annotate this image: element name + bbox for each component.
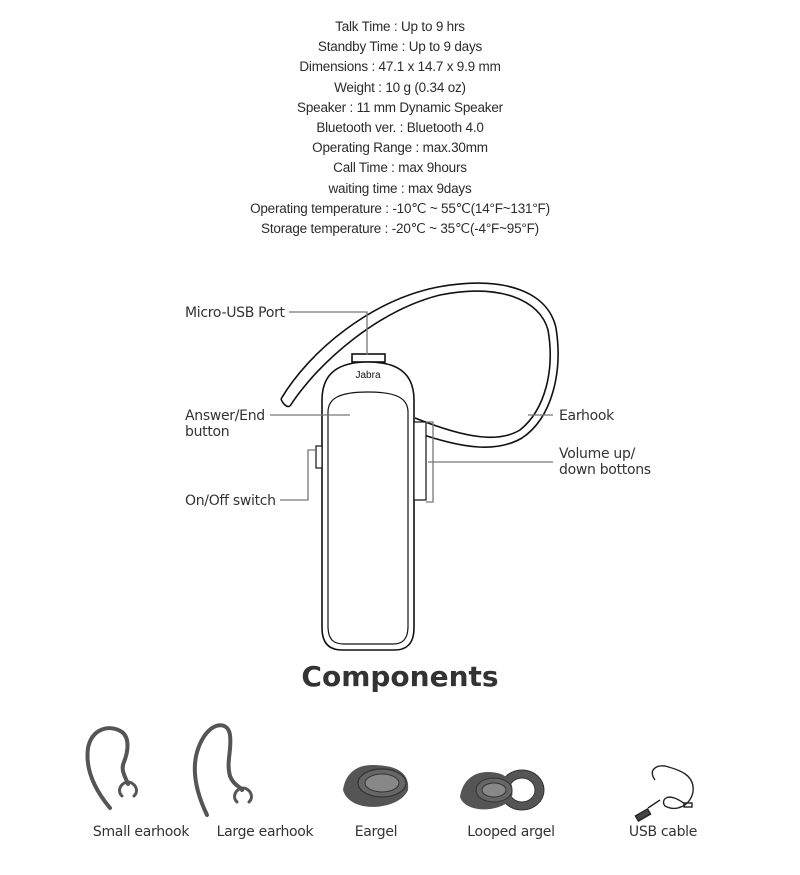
spec-standby-time: Standby Time : Up to 9 days (317, 39, 483, 55)
spec-dimensions: Dimensions : 47.1 x 14.7 x 9.9 mm (299, 59, 501, 75)
component-usb-cable: USB cable (628, 824, 698, 840)
component-large-earhook: Large earhook (216, 824, 314, 840)
headset-body (316, 354, 426, 650)
spec-talk-time: Talk Time : Up to 9 hrs (335, 19, 465, 34)
brand-logo: Jabra (355, 370, 381, 381)
label-volume-line1: Volume up/ (559, 446, 635, 462)
spec-weight: Weight : 10 g (0.34 oz) (334, 79, 466, 95)
spec-waiting-time: waiting time : max 9days (328, 180, 472, 196)
component-looped-argel: Looped argel (467, 824, 555, 840)
spec-call-time: Call Time : max 9hours (333, 160, 467, 176)
label-answer-end-line1: Answer/End (185, 408, 265, 424)
components-illustrations (87, 725, 693, 821)
looped-eargel-icon (460, 770, 544, 810)
spec-speaker: Speaker : 11 mm Dynamic Speaker (297, 99, 503, 115)
eargel-icon (343, 765, 408, 807)
spec-storage-temp: Storage temperature : -20℃ ~ 35℃(-4°F~95°F) (261, 220, 539, 236)
spec-range: Operating Range : max.30mm (312, 140, 488, 156)
label-on-off-switch: On/Off switch (185, 493, 276, 509)
spec-bluetooth: Bluetooth ver. : Bluetooth 4.0 (316, 119, 484, 135)
label-micro-usb-port: Micro-USB Port (185, 305, 285, 321)
component-small-earhook: Small earhook (92, 824, 190, 840)
component-eargel: Eargel (354, 824, 398, 840)
spec-operating-temp: Operating temperature : -10℃ ~ 55℃(14°F~131°F) (250, 200, 550, 216)
label-earhook: Earhook (559, 408, 614, 424)
components-heading: Components (301, 660, 499, 693)
label-answer-end-line2: button (185, 424, 230, 440)
usb-cable-icon (635, 766, 693, 821)
small-earhook-icon (87, 728, 136, 808)
label-volume-line2: down bottons (559, 462, 651, 478)
large-earhook-icon (195, 725, 252, 815)
